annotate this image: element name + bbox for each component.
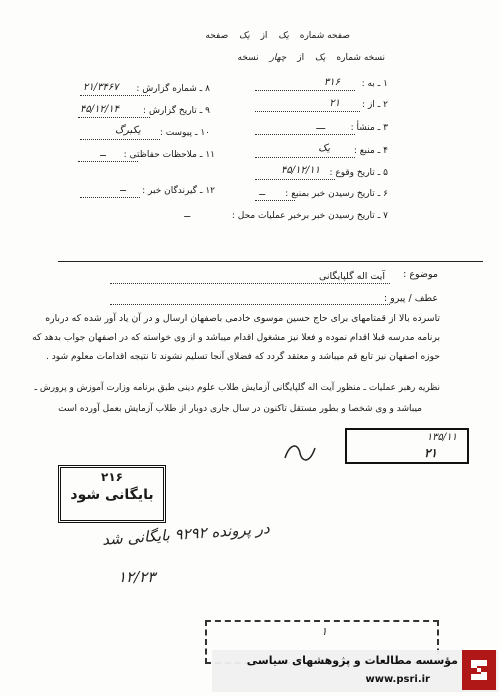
reference-label: عطف / پیرو :	[383, 293, 438, 304]
archive-stamp	[58, 465, 166, 523]
field-10-label: ۱۰ ـ پیوست :	[159, 128, 210, 138]
field-6-dots	[255, 200, 295, 201]
field-4-value: یک	[318, 143, 330, 154]
field-10-value: یکبرگ	[115, 125, 141, 136]
archive-stamp-text: بایگانی شود	[70, 487, 154, 503]
field-5-label: ۵ ـ تاریخ وقوع :	[329, 168, 388, 178]
copy-total-value: چهار	[269, 53, 287, 63]
page-number-row	[205, 31, 350, 42]
field-8-dots	[80, 95, 150, 96]
institute-url: www.psri.ir	[365, 674, 430, 685]
page-number-value: یک	[278, 31, 289, 41]
body-line-3: حوزه اصفهان نیز تابع قم میباشد و معتقد گردد که فضلای آنجا تسلیم نشوند تا نتیجه اقدامات معلوم شود .	[45, 352, 440, 362]
field-12-dots	[80, 197, 140, 198]
copy-number-label: نسخه شماره	[336, 53, 385, 63]
field-12-value: ــ	[120, 183, 126, 194]
signature-mark	[280, 438, 320, 468]
institute-name: مؤسسه مطالعات و پژوهشهای سیاسی	[246, 654, 458, 667]
field-10-dots	[80, 139, 160, 140]
handwritten-date: ۱۲/۲۳	[118, 568, 156, 586]
bottom-stamp-text: ۱	[321, 625, 327, 638]
field-7-label: ۷ ـ تاریخ رسیدن خبر برخبر عملیات محل :	[231, 211, 388, 221]
field-1-dots	[255, 90, 355, 91]
page-total-value: یک	[239, 31, 250, 41]
field-4-label: ۴ ـ منبع :	[353, 146, 388, 156]
field-6-value: ــ	[259, 187, 265, 198]
field-2-label: ۲ ـ از :	[362, 100, 388, 110]
body-line-1: تاسرده بالا از قمتامهای برای حاج حسین موسوی خادمی باصفهان ارسال و در آن یاد آور شده که درباره	[45, 313, 440, 324]
body-line-2: برنامه مدرسه قبلا اقدام نموده و فعلا نیز مشغول اقدام میباشد و از وی خواسته که در اصفهان جواب بدهد که	[32, 333, 440, 343]
archive-stamp-number: ۲۱۶	[101, 470, 123, 484]
field-3-dots	[255, 134, 355, 135]
received-stamp-number: ۲۱	[424, 446, 437, 460]
field-11-value: ــ	[100, 148, 106, 159]
field-9-label: ۹ ـ تاریخ گزارش :	[143, 106, 210, 116]
subject-dots	[110, 283, 390, 284]
copy-of-label: از	[297, 53, 305, 63]
field-9-dots	[78, 117, 150, 118]
field-1-label: ۱ ـ به :	[361, 79, 388, 89]
copy-number-value: یک	[314, 53, 326, 63]
page-number-label: صفحه شماره	[299, 31, 350, 41]
page-word: صفحه	[205, 31, 229, 41]
copy-word: نسخه	[237, 53, 259, 63]
field-2-dots	[255, 111, 360, 112]
field-9-value: ۴۵/۱۲/۱۴	[80, 104, 119, 115]
field-1-value: ۳۱۶	[323, 77, 340, 88]
field-6-label: ۶ ـ تاریخ رسیدن خبر بمنبع :	[285, 189, 388, 199]
subject-label: موضوع :	[403, 269, 438, 280]
field-11-dots	[78, 161, 138, 162]
institute-logo-icon	[462, 650, 496, 690]
field-4-dots	[255, 157, 355, 158]
subject-value: آیت اله گلپایگانی	[318, 271, 385, 282]
field-5-dots	[255, 179, 335, 180]
received-stamp	[345, 428, 469, 464]
received-stamp-date: ۱۳۵/۱۱	[426, 432, 457, 443]
page-of-label: از	[260, 31, 268, 41]
opinion-line-2: میباشد و وی شخصا و بطور مستقل تاکنون در سال جاری دوبار از طلاب آزمایش بعمل آورده است	[58, 404, 422, 414]
handwritten-archive-note: در پرونده ۹۲۹۲ بایگانی شد	[101, 519, 271, 549]
field-2-value: ۲۱	[329, 98, 340, 109]
copy-number-row	[238, 53, 385, 64]
field-3-label: ۳ ـ منشأ :	[350, 123, 388, 133]
field-8-value: ۲۱/۳۴۶۷	[83, 82, 119, 93]
field-12-label: ۱۲ ـ گیرندگان خبر :	[142, 186, 215, 196]
field-7-value: ــ	[184, 209, 190, 220]
field-11-label: ۱۱ ـ ملاحظات حفاظتی :	[123, 150, 215, 160]
field-3-value: ـــ	[316, 121, 325, 132]
opinion-line-1: نظریه رهبر عملیات ـ منظور آیت اله گلپایگانی آزمایش طلاب علوم دینی طبق برنامه وزارت آموزش و پرورش ـ	[34, 383, 440, 393]
field-8-label: ۸ ـ شماره گزارش :	[136, 84, 210, 94]
header-divider	[58, 261, 483, 262]
field-5-value: ۴۵/۱۲/۱۱	[281, 165, 320, 176]
reference-dots	[110, 304, 390, 305]
